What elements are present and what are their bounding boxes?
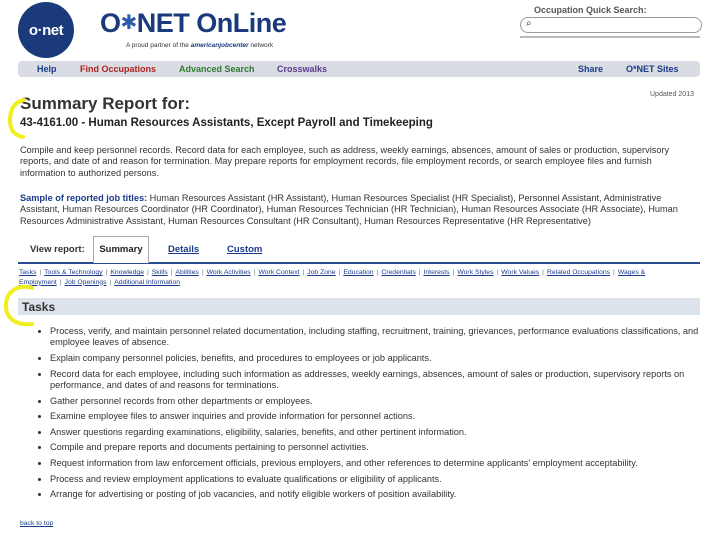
main-nav	[18, 61, 700, 77]
section-link-separator: |	[302, 269, 305, 276]
section-link[interactable]: Work Values	[501, 269, 540, 276]
section-link[interactable]: Tools & Technology	[44, 269, 103, 276]
nav-crosswalks[interactable]: Crosswalks	[277, 64, 328, 74]
section-link-separator: |	[542, 269, 544, 276]
brand-prefix: O	[100, 8, 121, 38]
quick-search-divider	[520, 36, 700, 38]
section-link-separator: |	[105, 269, 108, 276]
brand-suffix: NET OnLine	[136, 8, 287, 38]
task-item: • Process and review employment applications to evaluate qualifications or eligibility of applicants.	[50, 474, 700, 485]
tasks-section-header	[18, 298, 700, 315]
search-icon[interactable]: ⌕	[526, 18, 532, 29]
section-link[interactable]: Knowledge	[110, 269, 144, 276]
sample-job-titles	[20, 193, 692, 227]
sample-titles: Human Resources Assistant (HR Assistant), Human Resources Specialist (HR Specialist), Personnel Assistant, Administrative Assistant, Human Resources Coordinator (HR Coordinator), Human Resources Technician (HR Technician), Human Resources Associate (HR Associate), Human Resources Administrative Assistant, Human Resources Consultant (HR Consultant), Human Resources Representative (HR Representative)	[20, 193, 678, 226]
section-link[interactable]: Interests	[423, 269, 450, 276]
section-link-separator: |	[338, 269, 341, 276]
section-link-separator: |	[496, 269, 499, 276]
site-header	[0, 0, 720, 60]
task-item: • Compile and prepare reports and documents pertaining to personnel activities.	[50, 442, 700, 453]
section-link[interactable]: Abilities	[175, 269, 199, 276]
section-link[interactable]: Additional Information	[114, 278, 181, 286]
report-tabs	[18, 236, 700, 264]
section-link-separator: |	[376, 269, 379, 276]
nav-help[interactable]: Help	[37, 64, 57, 74]
brand-star-icon: ✱	[120, 12, 137, 34]
view-report-label: View report:	[30, 244, 85, 255]
section-link[interactable]: Wages & Employment	[19, 269, 646, 286]
section-link[interactable]: Work Context	[258, 269, 300, 276]
section-link-separator: |	[147, 269, 149, 276]
section-link-separator: |	[452, 269, 455, 276]
occupation-description: Compile and keep personnel records. Record data for each employee, such as address, weekly earnings, absences, amount of sales or production, supervisory reports, and date of and reason for termination. May prepare reports for employment records, file employment records, or search employee files and furnish information to authorized persons.	[20, 145, 670, 178]
updated-note: Updated 2013	[650, 91, 694, 98]
quick-search-label: Occupation Quick Search:	[534, 5, 647, 15]
page-title: Summary Report for:	[20, 94, 191, 113]
partner-tagline	[126, 42, 273, 49]
section-link-separator: |	[109, 278, 112, 286]
task-item: • Record data for each employee, including such information as addresses, weekly earnings, absences, amount of sales or production, supervisory reports on performance, and dates of and reasons for terminations.	[50, 369, 700, 392]
nav-onet-sites[interactable]: O*NET Sites	[626, 64, 679, 74]
section-link-separator: |	[253, 269, 256, 276]
tagline-partner: americanjobcenter	[190, 42, 249, 49]
nav-share[interactable]: Share	[578, 64, 604, 74]
section-link[interactable]: Work Activities	[206, 269, 251, 276]
tasks-heading: Tasks	[22, 300, 56, 314]
onet-logo[interactable]: o·net	[18, 2, 74, 58]
task-item: • Arrange for advertising or posting of job vacancies, and notify eligible workers of position availability.	[50, 489, 700, 500]
quick-search-box[interactable]	[520, 17, 702, 33]
section-link[interactable]: Skills	[151, 269, 168, 276]
back-to-top-link[interactable]: back to top	[20, 520, 54, 527]
section-link-separator: |	[201, 269, 204, 276]
section-link[interactable]: Education	[343, 269, 374, 276]
tagline-suffix: network	[250, 42, 274, 49]
nav-advanced-search[interactable]: Advanced Search	[179, 64, 255, 74]
brand-title[interactable]	[100, 8, 286, 39]
task-item: • Process, verify, and maintain personnel related documentation, including staffing, recruitment, training, grievances, performance evaluations classifications, and employee leaves of absence.	[50, 326, 700, 349]
task-list	[36, 326, 700, 505]
task-item: • Explain company personnel policies, benefits, and procedures to employees or job applicants.	[50, 353, 700, 364]
section-link-separator: |	[418, 269, 421, 276]
section-link-separator: |	[39, 269, 42, 276]
task-item: • Answer questions regarding examinations, eligibility, salaries, benefits, and other pertinent information.	[50, 427, 700, 438]
section-link[interactable]: Tasks	[19, 269, 37, 276]
highlight-circle-tasks	[2, 282, 36, 330]
task-item: • Request information from law enforcement officials, previous employers, and other references to determine applicants' employment acceptability.	[50, 458, 700, 469]
task-item: • Examine employee files to answer inquiries and provide information for personnel actions.	[50, 411, 700, 422]
tagline-prefix: A proud partner of the	[126, 42, 189, 49]
highlight-bracket-title	[4, 96, 28, 140]
section-link[interactable]: Work Styles	[457, 269, 494, 276]
tab-details[interactable]: Details	[168, 244, 200, 255]
quick-search-input[interactable]	[537, 19, 695, 29]
sample-label: Sample of reported job titles:	[20, 193, 148, 203]
section-link[interactable]: Credentials	[381, 269, 416, 276]
section-link-separator: |	[59, 278, 62, 286]
tab-summary[interactable]: Summary	[93, 236, 149, 263]
section-links	[19, 268, 699, 287]
tab-custom[interactable]: Custom	[227, 244, 263, 255]
task-item: • Gather personnel records from other departments or employees.	[50, 396, 700, 407]
occupation-title: 43-4161.00 - Human Resources Assistants, Except Payroll and Timekeeping	[20, 117, 433, 129]
section-link[interactable]: Job Zone	[307, 269, 336, 276]
section-link-separator: |	[170, 269, 173, 276]
section-link[interactable]: Related Occupations	[546, 269, 611, 276]
section-link[interactable]: Job Openings	[64, 278, 107, 286]
section-link-separator: |	[613, 269, 615, 276]
nav-find-occupations[interactable]: Find Occupations	[80, 64, 157, 74]
